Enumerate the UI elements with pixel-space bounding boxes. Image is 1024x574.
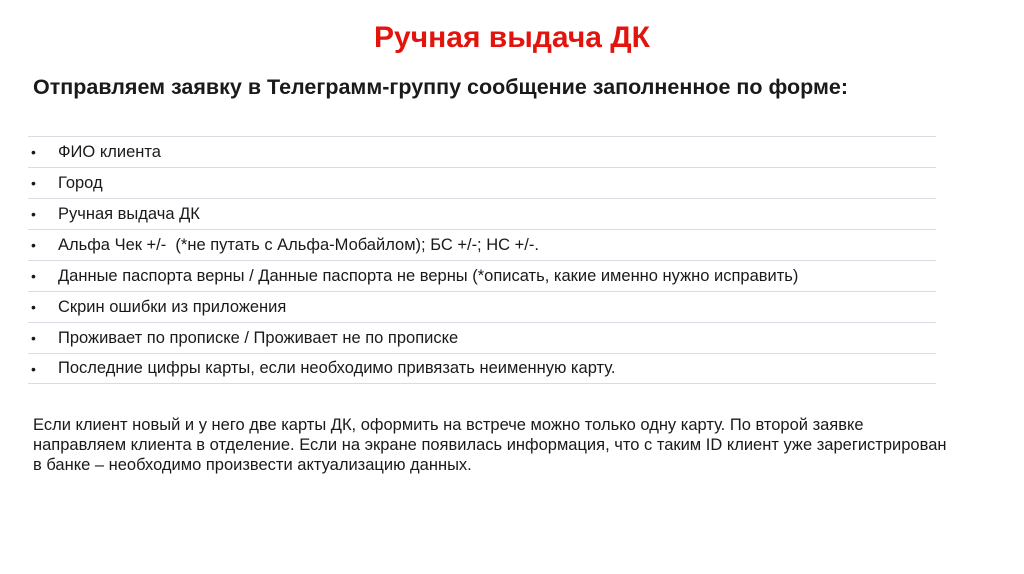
bullet-icon: •	[31, 237, 36, 253]
slide-title: Ручная выдача ДК	[374, 21, 650, 54]
list-item-text: ФИО клиента	[58, 142, 161, 161]
list-item	[28, 353, 936, 384]
list-item-text: Ручная выдача ДК	[58, 204, 200, 223]
list-item	[28, 136, 936, 167]
list-item	[28, 291, 936, 322]
bullet-icon: •	[31, 206, 36, 222]
list-item-text: Проживает по прописке / Проживает не по прописке	[58, 328, 459, 347]
bullet-list	[28, 136, 936, 384]
bullet-icon: •	[31, 299, 36, 315]
list-item	[28, 198, 936, 229]
list-item-text: Данные паспорта верны / Данные паспорта не верны (*описать, какие именно нужно исправить)	[58, 266, 799, 285]
list-item	[28, 260, 936, 291]
list-item	[28, 167, 936, 198]
note-paragraph: Если клиент новый и у него две карты ДК, оформить на встрече можно только одну карту. По второй заявке направляем клиента в отделение. Если на экране появилась информация, что с таким ID клиент уже зарегистрирован в банке – необходимо произвести актуализацию данных.	[33, 416, 947, 474]
list-item-text: Альфа Чек +/- (*не путать с Альфа-Мобайлом); БС +/-; НС +/-.	[58, 235, 539, 254]
list-item	[28, 322, 936, 353]
bullet-icon: •	[31, 360, 36, 377]
bullet-icon: •	[31, 144, 36, 160]
bullet-icon: •	[31, 175, 36, 191]
slide-subtitle: Отправляем заявку в Телеграмм-группу сообщение заполненное по форме:	[33, 75, 848, 99]
bullet-icon: •	[31, 268, 36, 284]
bullet-icon: •	[31, 330, 36, 346]
list-item-text: Последние цифры карты, если необходимо привязать неименную карту.	[58, 359, 616, 377]
list-item	[28, 229, 936, 260]
list-item-text: Город	[58, 173, 103, 192]
list-item-text: Скрин ошибки из приложения	[58, 297, 287, 316]
